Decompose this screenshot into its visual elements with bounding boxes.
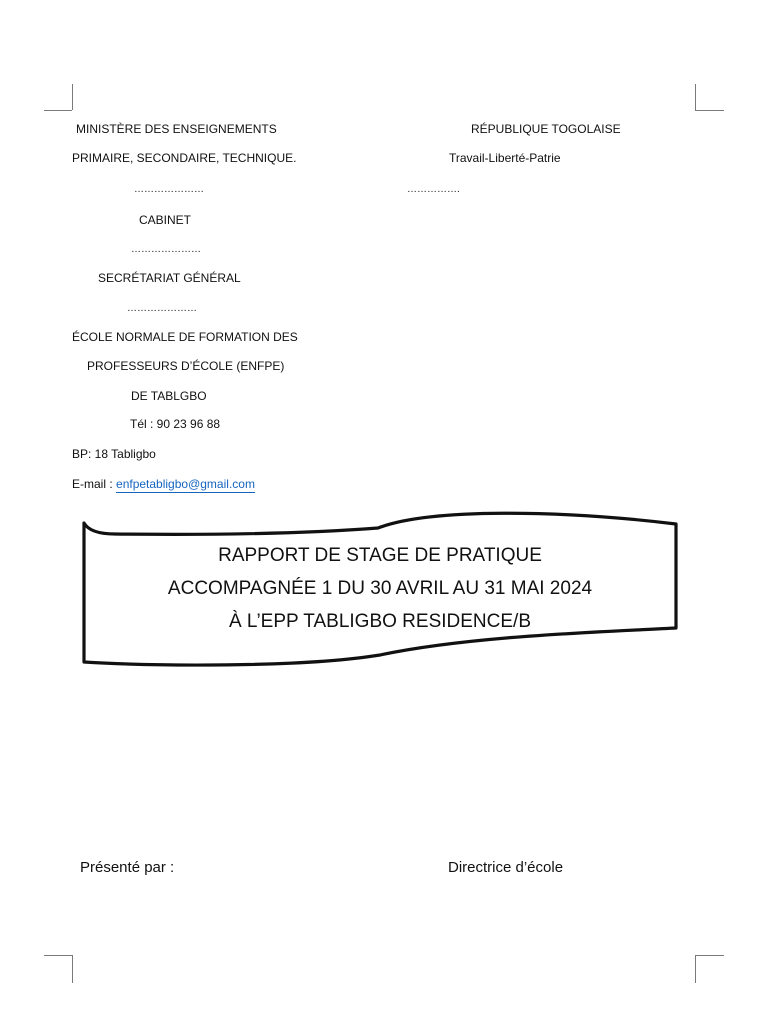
email-link[interactable]: enfpetabligbo@gmail.com [116,477,255,491]
po-box: BP: 18 Tabligbo [72,447,156,461]
ministry-line-1: MINISTÈRE DES ENSEIGNEMENTS [76,122,277,136]
separator-dots-2: ………………… [131,244,201,255]
ministry-line-2: PRIMAIRE, SECONDAIRE, TECHNIQUE. [72,151,297,165]
school-director-label: Directrice d’école [448,859,564,876]
country-motto: Travail-Liberté-Patrie [449,151,561,165]
separator-dots-1: ………………… [134,184,204,195]
report-title-line-2: ACCOMPAGNÉE 1 DU 30 AVRIL AU 31 MAI 2024 [167,578,593,599]
separator-dots-3: ………………… [127,303,197,314]
separator-dots-right: ……………. [407,184,460,195]
school-name-line-3: DE TABLGBO [131,389,207,403]
school-name-line-2: PROFESSEURS D’ÉCOLE (ENFPE) [87,359,285,373]
email-label: E-mail : [72,477,117,491]
country-name: RÉPUBLIQUE TOGOLAISE [471,122,621,136]
secretariat-label: SECRÉTARIAT GÉNÉRAL [98,271,241,285]
school-name-line-1: ÉCOLE NORMALE DE FORMATION DES [72,330,298,344]
report-title-line-1: RAPPORT DE STAGE DE PRATIQUE [218,545,542,566]
phone-number: Tél : 90 23 96 88 [130,417,221,431]
presented-by-label: Présenté par : [80,859,175,876]
report-title-line-3: À L’EPP TABLIGBO RESIDENCE/B [228,611,531,632]
cabinet-label: CABINET [139,213,192,227]
